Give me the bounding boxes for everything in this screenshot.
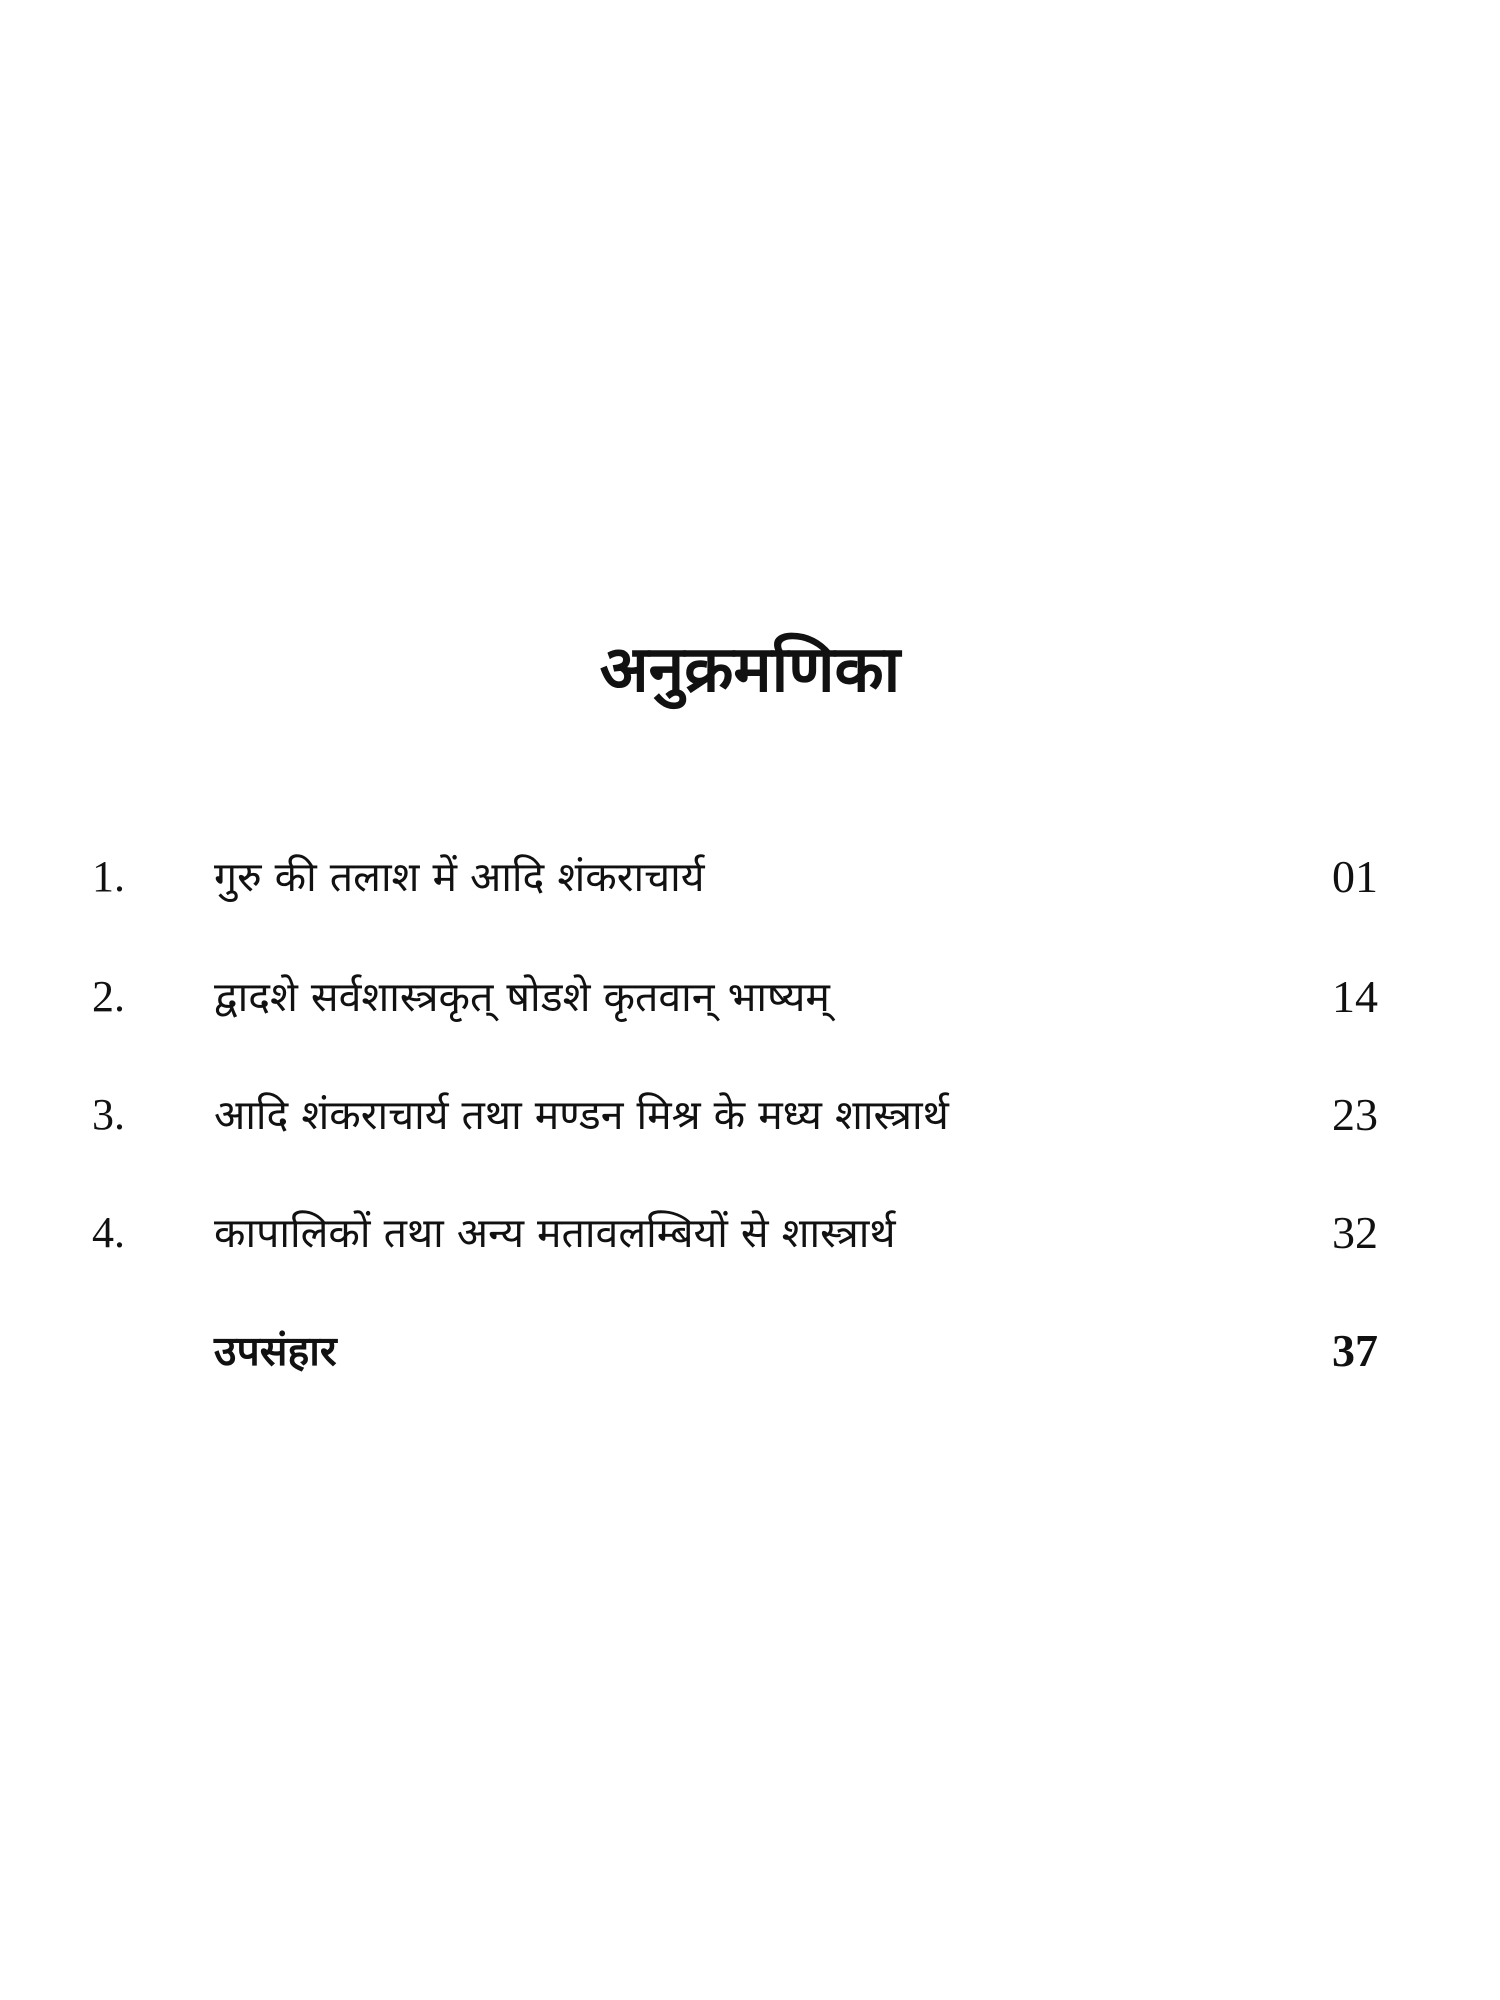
toc-entry-title: गुरु की तलाश में आदि शंकराचार्य bbox=[214, 853, 705, 901]
toc-entry-number: 3. bbox=[92, 1090, 125, 1139]
toc-entry bbox=[0, 962, 1500, 1032]
toc-entry-page: 23 bbox=[1332, 1089, 1378, 1140]
toc-entry-title: आदि शंकराचार्य तथा मण्डन मिश्र के मध्य शास्त्रार्थ bbox=[214, 1091, 949, 1139]
toc-entry bbox=[0, 1080, 1500, 1150]
toc-entry-number: 2. bbox=[92, 972, 125, 1021]
toc-entry-title: कापालिकों तथा अन्य मतावलम्बियों से शास्त्रार्थ bbox=[214, 1209, 896, 1257]
toc-entry-page: 32 bbox=[1332, 1207, 1378, 1258]
toc-entry-page: 14 bbox=[1332, 971, 1378, 1022]
toc-entry-page: 37 bbox=[1332, 1325, 1378, 1376]
toc-entry bbox=[0, 1198, 1500, 1268]
toc-entry-title: द्वादशे सर्वशास्त्रकृत् षोडशे कृतवान् भाष्यम् bbox=[214, 973, 830, 1021]
toc-entry-epilogue bbox=[0, 1316, 1500, 1386]
toc-entry-number: 4. bbox=[92, 1208, 125, 1257]
toc-entry bbox=[0, 842, 1500, 912]
toc-entry-title: उपसंहार bbox=[214, 1327, 337, 1375]
toc-entry-page: 01 bbox=[1332, 851, 1378, 902]
page-title: अनुक्रमणिका bbox=[599, 632, 901, 707]
toc-entry-number: 1. bbox=[92, 852, 125, 901]
